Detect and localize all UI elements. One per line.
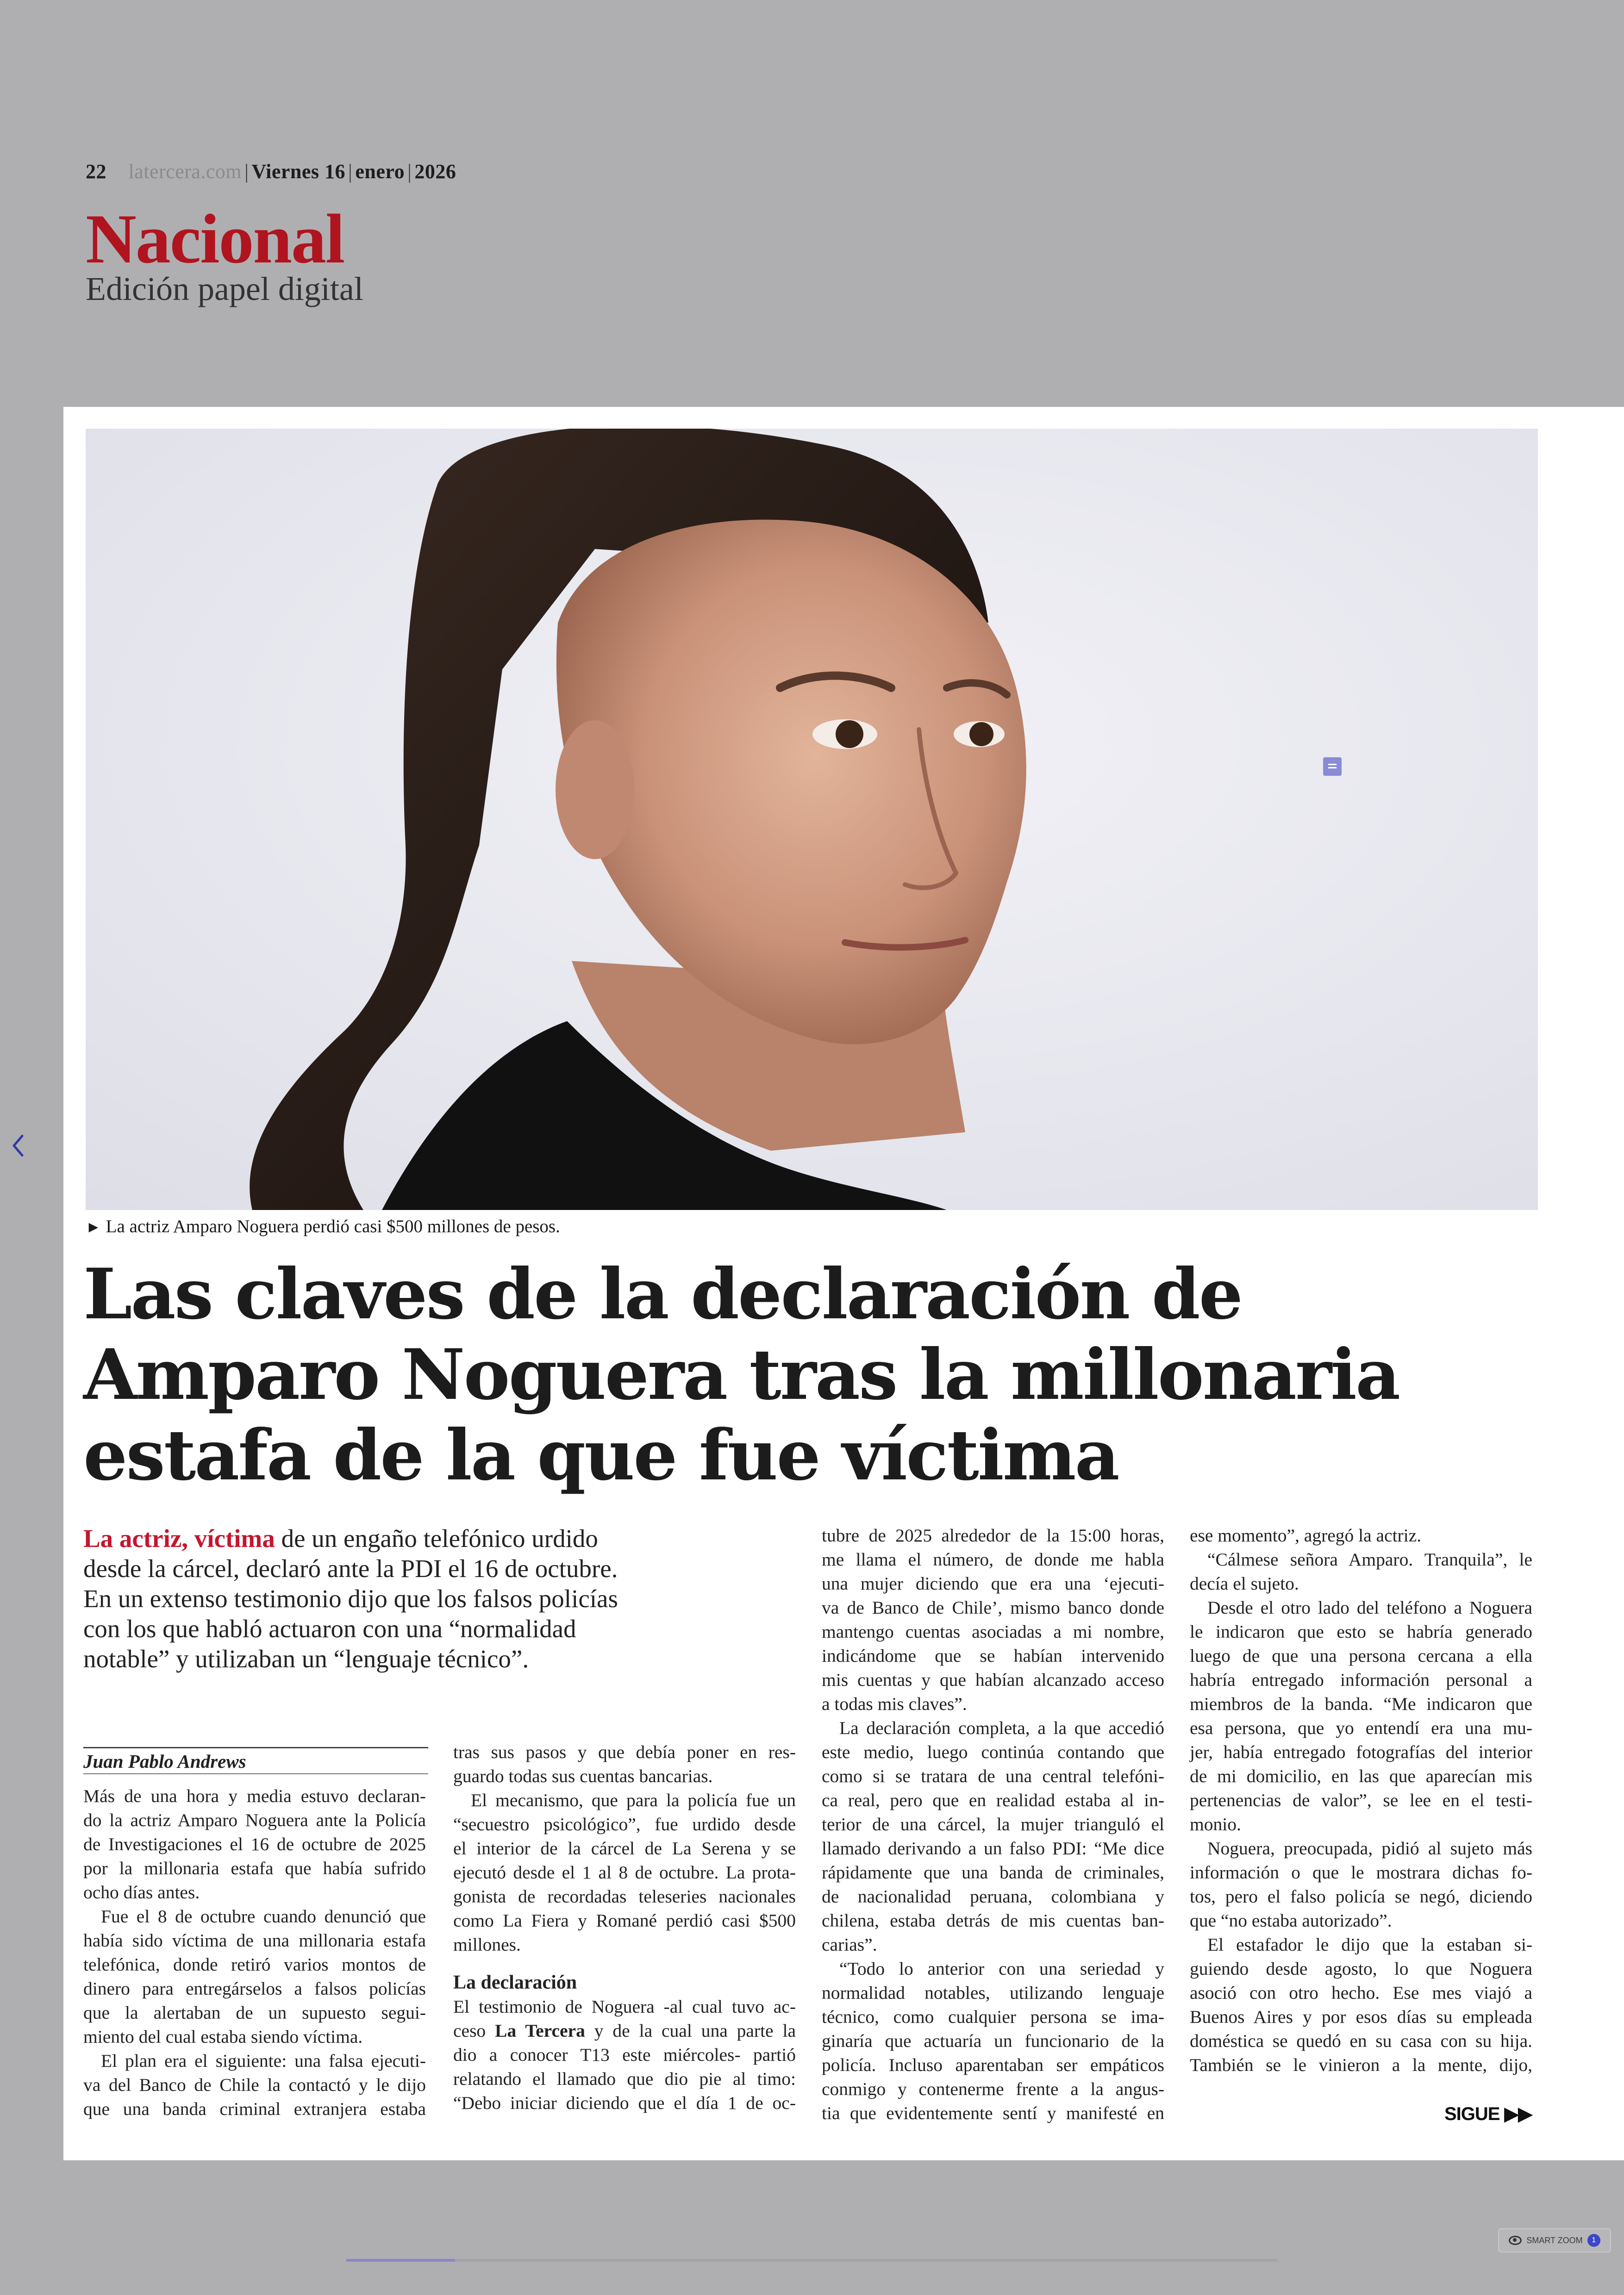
body-line: ejecutó desde el 1 al 8 de octubre. La prota- bbox=[453, 1862, 796, 1883]
body-line: información o que le mostrara dichas fo- bbox=[1190, 1862, 1532, 1883]
body-line: policía. Incluso aparentaban ser empáticos bbox=[822, 2055, 1164, 2075]
body-line: mantengo cuentas asociadas a mi nombre, bbox=[822, 1621, 1164, 1642]
body-line: tubre de 2025 alrededor de la 15:00 horas, bbox=[822, 1525, 1164, 1546]
body-line: el interior de la cárcel de La Serena y se bbox=[453, 1838, 796, 1858]
body-line: decía el sujeto. bbox=[1190, 1573, 1299, 1594]
body-line: guiendo desde agosto, lo que Noguera bbox=[1190, 1958, 1532, 1979]
body-line: mis cuentas y que habían alcanzado acceso bbox=[822, 1670, 1164, 1690]
annotation-marker[interactable] bbox=[1323, 757, 1342, 776]
body-line: tras sus pasos y que debía poner en res- bbox=[453, 1742, 796, 1762]
body-line: También se le vinieron a la mente, dijo, bbox=[1190, 2055, 1532, 2075]
body-line: que “no estaba autorizado”. bbox=[1190, 1910, 1392, 1931]
body-line: una mujer diciendo que era una ‘ejecuti- bbox=[822, 1573, 1164, 1594]
body-line: chilena, estaba detrás de mis cuentas ban- bbox=[822, 1910, 1164, 1931]
body-line: carias”. bbox=[822, 1934, 877, 1955]
body-line: ceso La Tercera y de la cual una parte la bbox=[453, 2021, 796, 2041]
body-line: La declaración completa, a la que accedió bbox=[839, 1718, 1164, 1738]
body-line: Noguera, preocupada, pidió al sujeto más bbox=[1207, 1838, 1532, 1858]
body-line: El mecanismo, que para la policía fue un bbox=[471, 1790, 796, 1810]
body-line: pertenencias de valor”, se lee en el testi- bbox=[1190, 1790, 1532, 1810]
body-line: como La Fiera y Romané perdió casi $500 bbox=[453, 1910, 796, 1931]
body-line: ginaría que actuaría un funcionario de la bbox=[822, 2031, 1164, 2051]
article-photo bbox=[86, 429, 1538, 1210]
body-line: El plan era el siguiente: una falsa ejecuti- bbox=[101, 2051, 426, 2071]
body-line: habría entregado información personal a bbox=[1190, 1670, 1532, 1690]
headline-line: Las claves de la declaración de bbox=[83, 1254, 1242, 1335]
body-line: El estafador le dijo que la estaban si- bbox=[1207, 1934, 1532, 1955]
double-play-icon: ▶▶ bbox=[1499, 2104, 1532, 2124]
date-month: enero bbox=[355, 160, 405, 183]
body-line: Buenos Aires y por esos días su empleada bbox=[1190, 2007, 1532, 2027]
date-day: Viernes 16 bbox=[251, 160, 346, 183]
body-line: a todas mis claves”. bbox=[822, 1694, 967, 1714]
body-line: “Todo lo anterior con una seriedad y bbox=[839, 1958, 1164, 1979]
body-line: “Cálmese señora Amparo. Tranquila”, le bbox=[1207, 1549, 1532, 1570]
body-line: de Investigaciones el 16 de octubre de 2025 bbox=[83, 1834, 426, 1854]
photo-caption bbox=[86, 1216, 560, 1237]
body-line: por la millonaria estafa que había sufrido bbox=[83, 1858, 426, 1878]
eye-icon bbox=[1509, 2236, 1522, 2245]
continue-text: SIGUE bbox=[1444, 2104, 1500, 2124]
subheading: La declaración bbox=[453, 1972, 577, 1993]
body-line: tos, pero el falso policía se negó, diciendo bbox=[1190, 1886, 1532, 1907]
smart-zoom-count: 1 bbox=[1587, 2234, 1600, 2247]
body-line: luego de que una persona cercana a ella bbox=[1190, 1646, 1532, 1666]
lead-line: con los que habló actuaron con una “normalidad bbox=[83, 1615, 576, 1643]
body-line: Más de una hora y media estuvo declaran- bbox=[83, 1786, 426, 1806]
body-line: telefónica, donde retiró varios montos de bbox=[83, 1954, 426, 1975]
body-line: ca real, pero que en realidad estaba al in- bbox=[822, 1790, 1164, 1810]
continue-label bbox=[1444, 2103, 1532, 2125]
body-line: asoció con otro hecho. Ese mes viajó a bbox=[1190, 1983, 1532, 2003]
prev-page-button[interactable] bbox=[8, 1129, 27, 1162]
lead-line: notable” y utilizaban un “lenguaje técnico”. bbox=[83, 1645, 529, 1673]
article-headline bbox=[83, 1254, 1518, 1496]
body-line: va de Banco de Chile’, mismo banco donde bbox=[822, 1597, 1164, 1618]
section-title: Nacional bbox=[86, 200, 344, 278]
body-line: Desde el otro lado del teléfono a Noguera bbox=[1207, 1597, 1532, 1618]
body-line: do la actriz Amparo Noguera ante la Policía bbox=[83, 1810, 426, 1830]
body-line: dio a conocer T13 este miércoles- partió bbox=[453, 2045, 796, 2065]
body-line: conmigo y contenerme frente a la angus- bbox=[822, 2079, 1164, 2099]
article-lead bbox=[83, 1523, 741, 1674]
body-column-3 bbox=[822, 1523, 1164, 2125]
body-line: “Debo iniciar diciendo que el día 1 de oc- bbox=[453, 2093, 796, 2113]
body-line: de mi domicilio, en las que aparecían mis bbox=[1190, 1766, 1532, 1786]
body-line: millones. bbox=[453, 1934, 521, 1955]
body-line: me llama el número, de donde me habla bbox=[822, 1549, 1164, 1570]
headline-line: Amparo Noguera tras la millonaria bbox=[83, 1334, 1399, 1416]
body-line: esa persona, que yo entendí era una mu- bbox=[1190, 1718, 1532, 1738]
body-line: gonista de recordadas teleseries nacionales bbox=[453, 1886, 796, 1907]
byline: Juan Pablo Andrews bbox=[83, 1751, 246, 1772]
body-line: El testimonio de Noguera -al cual tuvo ac- bbox=[453, 1996, 796, 2017]
body-line: de nacionalidad peruana, colombiana y bbox=[822, 1886, 1164, 1907]
body-line: llamado derivando a un falso PDI: “Me dice bbox=[822, 1838, 1164, 1858]
body-line: que la alertaban de un supuesto segui- bbox=[83, 2002, 426, 2023]
body-line: guardo todas sus cuentas bancarias. bbox=[453, 1766, 713, 1786]
body-line: rápidamente que una banda de criminales, bbox=[822, 1862, 1164, 1883]
smart-zoom-label: SMART ZOOM bbox=[1526, 2235, 1583, 2245]
body-line: dinero para entregárselos a falsos policías bbox=[83, 1978, 426, 1999]
body-line: indicándome que se habían intervenido bbox=[822, 1646, 1164, 1666]
lead-line: En un extenso testimonio dijo que los falsos policías bbox=[83, 1584, 618, 1613]
byline-rule bbox=[83, 1747, 428, 1774]
body-line: Fue el 8 de octubre cuando denunció que bbox=[101, 1906, 426, 1927]
body-line: “secuestro psicológico”, fue urdido desde bbox=[453, 1814, 796, 1834]
body-line: había sido víctima de una millonaria estafa bbox=[83, 1930, 426, 1951]
body-column-2 bbox=[453, 1740, 796, 2115]
headline-line: estafa de la que fue víctima bbox=[83, 1415, 1118, 1496]
body-line: este medio, luego continúa contando que bbox=[822, 1742, 1164, 1762]
site-name: latercera.com bbox=[128, 160, 242, 183]
body-line: monio. bbox=[1190, 1814, 1241, 1834]
body-column-4 bbox=[1190, 1523, 1532, 2077]
body-line: jer, había entregado fotografías del interior bbox=[1190, 1742, 1532, 1762]
edition-label: Edición papel digital bbox=[86, 270, 363, 307]
page-dateline: 22 latercera.com | Viernes 16 | enero | 2026 bbox=[86, 160, 456, 183]
body-line: ocho días antes. bbox=[83, 1882, 200, 1902]
newspaper-page bbox=[63, 407, 1624, 2160]
body-column-1 bbox=[83, 1784, 426, 2121]
body-line: miento del cual estaba siendo víctima. bbox=[83, 2027, 363, 2047]
body-line: doméstica se quedó en su casa con su hija. bbox=[1190, 2031, 1532, 2051]
body-line: ese momento”, agregó la actriz. bbox=[1190, 1525, 1422, 1546]
page-progress-bar[interactable] bbox=[346, 2259, 1278, 2262]
body-line: como si se tratara de una central telefóni- bbox=[822, 1766, 1164, 1786]
body-line: que una banda criminal extranjera estaba bbox=[83, 2099, 426, 2119]
caption-text: La actriz Amparo Noguera perdió casi $500 millones de pesos. bbox=[106, 1216, 560, 1236]
chevron-left-icon bbox=[8, 1129, 27, 1162]
newspaper-name: La Tercera bbox=[495, 2021, 585, 2041]
body-line: tia que evidentemente sentí y manifesté en bbox=[822, 2103, 1164, 2123]
smart-zoom-button[interactable] bbox=[1498, 2228, 1611, 2252]
body-line: normalidad notables, utilizando lenguaje bbox=[822, 1983, 1164, 2003]
body-line: va del Banco de Chile la contactó y le dijo bbox=[83, 2075, 426, 2095]
lead-line: desde la cárcel, declaró ante la PDI el 16 de octubre. bbox=[83, 1554, 618, 1583]
caption-triangle-icon: ► bbox=[86, 1219, 101, 1236]
page-number: 22 bbox=[86, 160, 106, 183]
lead-line: de un engaño telefónico urdido bbox=[275, 1524, 598, 1553]
body-line: miembros de la banda. “Me indicaron que bbox=[1190, 1694, 1532, 1714]
body-line: terior de una cárcel, la mujer trianguló el bbox=[822, 1814, 1164, 1834]
lead-highlight: La actriz, víctima bbox=[83, 1524, 275, 1553]
body-line: relatando el llamado que dio pie al timo: bbox=[453, 2069, 796, 2089]
progress-fill bbox=[346, 2259, 455, 2262]
portrait-image bbox=[86, 429, 1538, 1210]
body-line: técnico, como cualquier persona se ima- bbox=[822, 2007, 1164, 2027]
date-year: 2026 bbox=[414, 160, 456, 183]
body-line: le indicaron que esto se habría generado bbox=[1190, 1621, 1532, 1642]
